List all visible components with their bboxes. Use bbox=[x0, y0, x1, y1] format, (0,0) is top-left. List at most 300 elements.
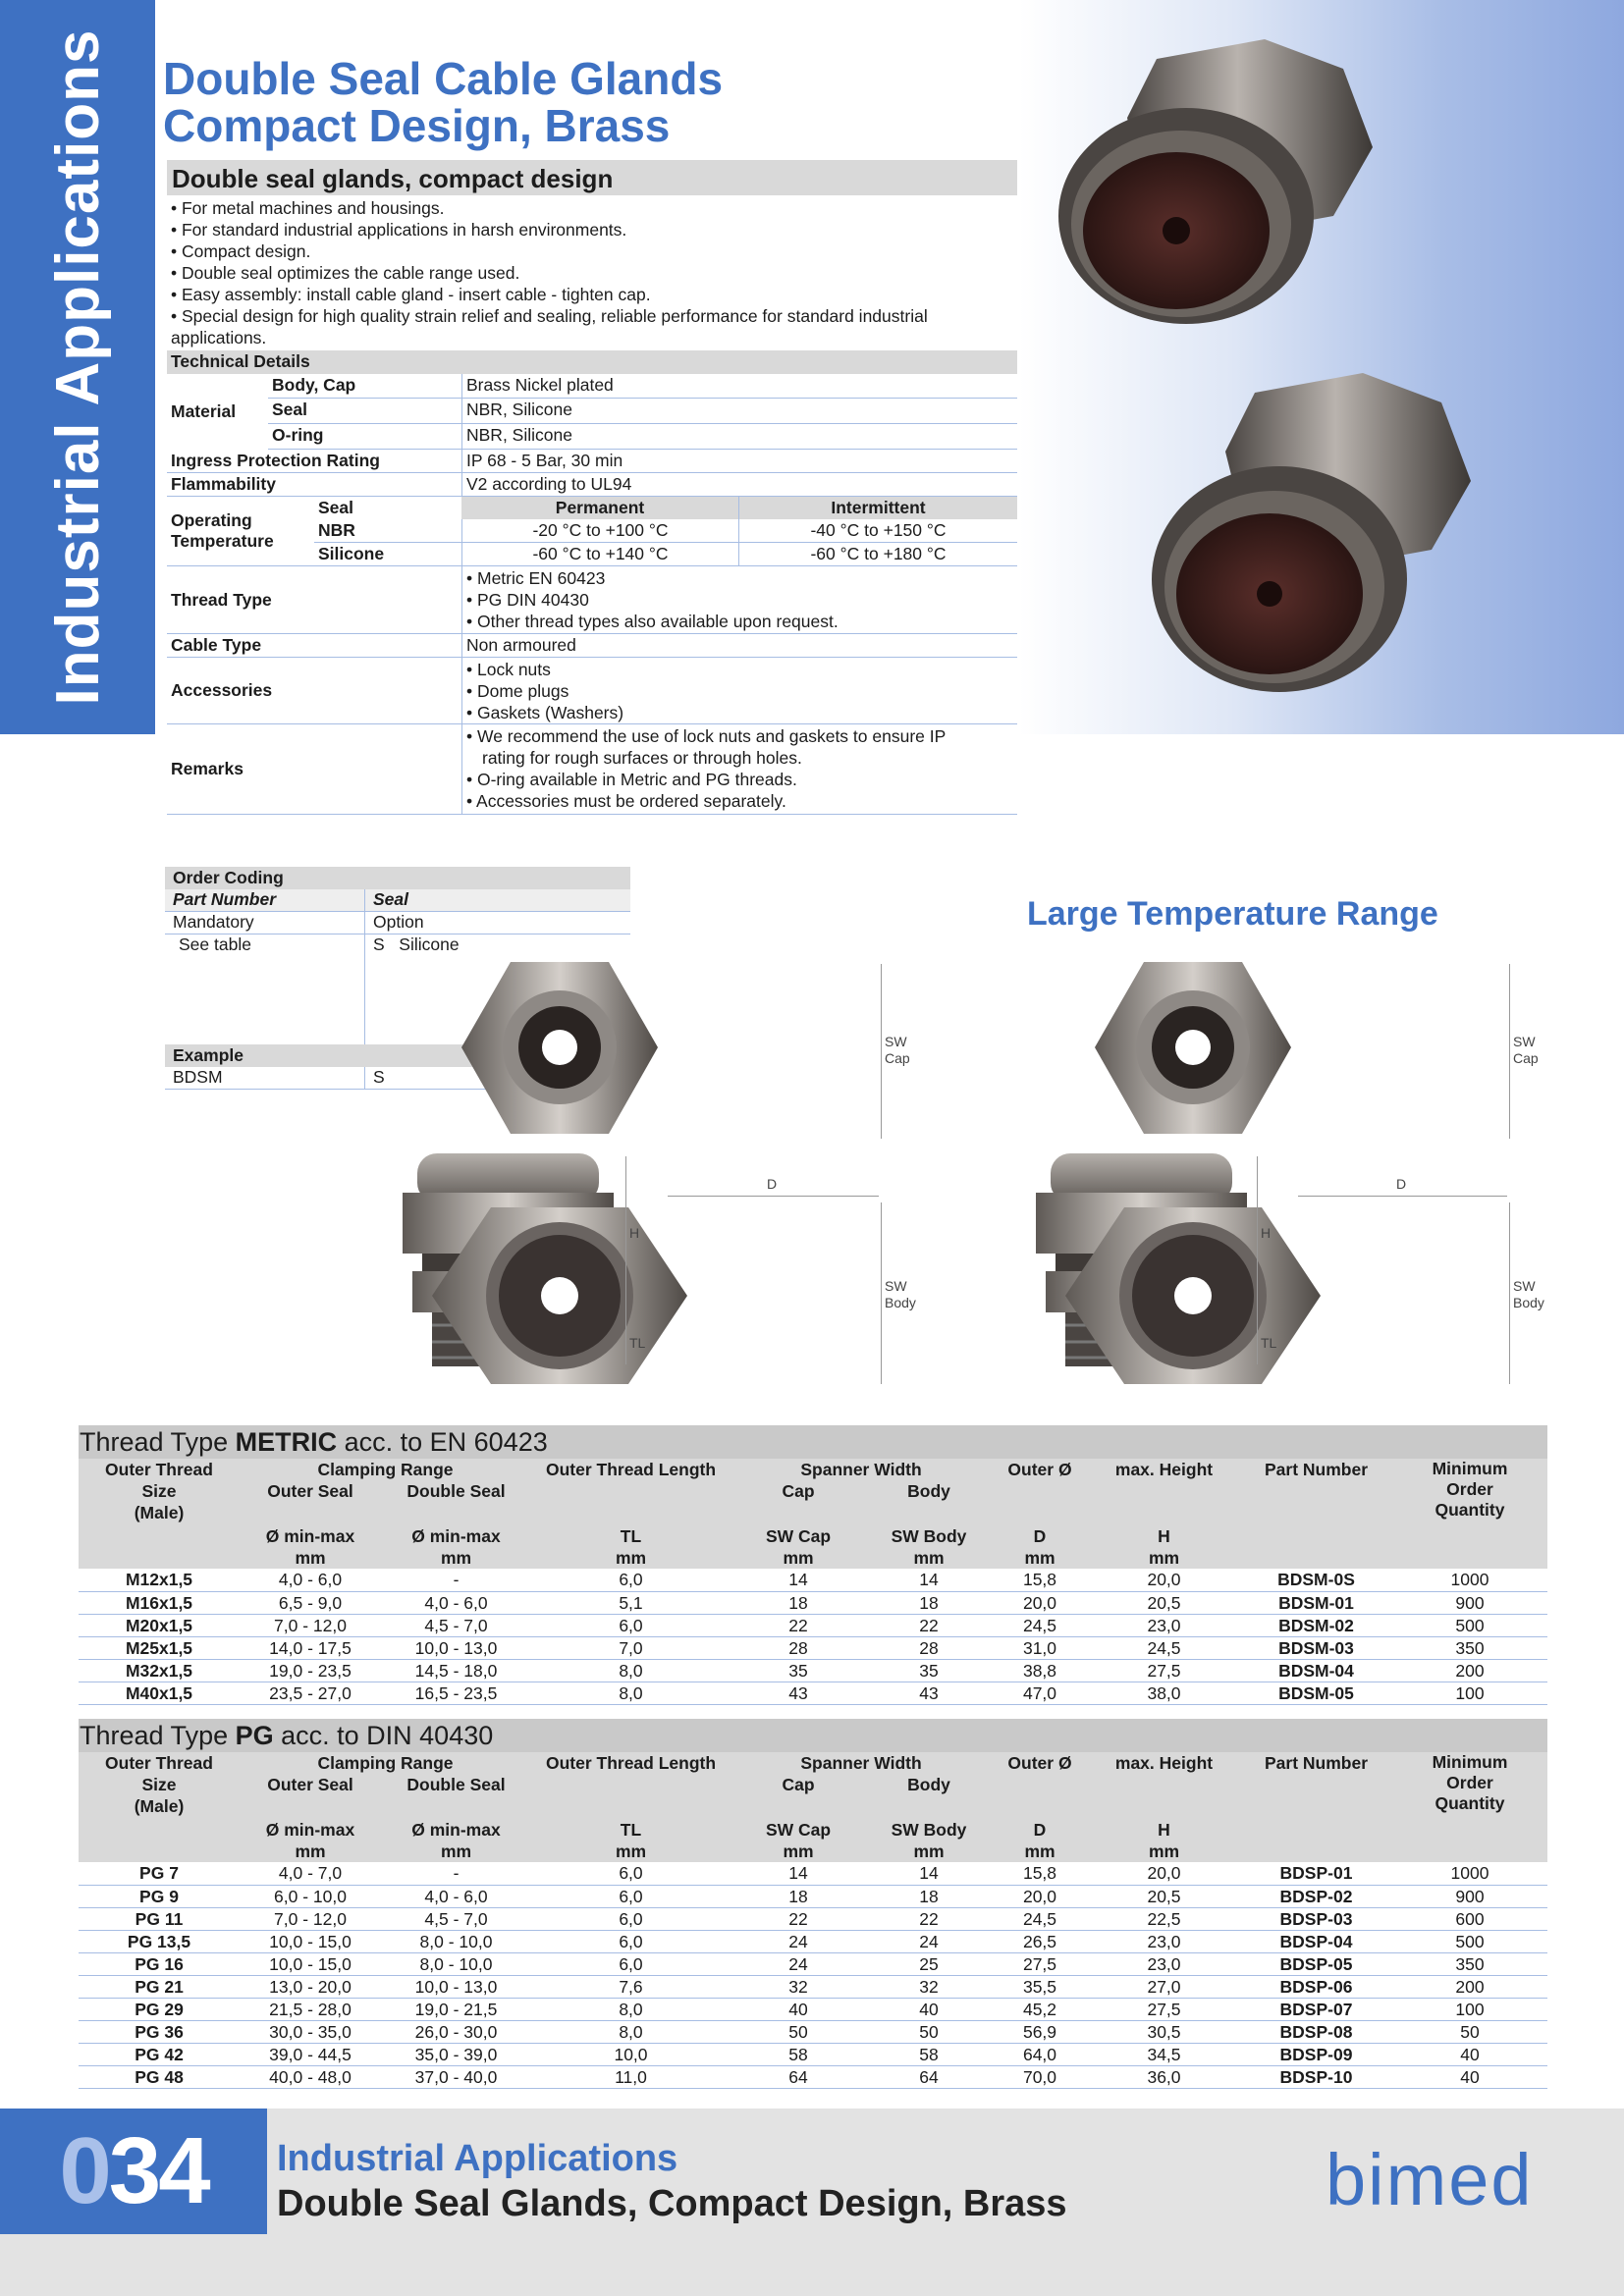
table-cell: 18 bbox=[731, 1591, 866, 1614]
material-label: Material bbox=[171, 401, 237, 421]
table-cell: PG 42 bbox=[79, 2043, 240, 2065]
table-cell: 38,0 bbox=[1088, 1682, 1240, 1704]
table-cell: 18 bbox=[731, 1885, 866, 1907]
table-cell: BDSP-03 bbox=[1240, 1907, 1392, 1930]
example-seal: S bbox=[364, 1067, 393, 1089]
table-cell: 22 bbox=[731, 1907, 866, 1930]
table-cell: 30,5 bbox=[1088, 2020, 1240, 2043]
table-cell: 900 bbox=[1392, 1591, 1547, 1614]
table-row bbox=[79, 2043, 1547, 2065]
table-cell: 7,0 - 12,0 bbox=[240, 1907, 381, 1930]
cable-type-value: Non armoured bbox=[461, 634, 580, 657]
table-row bbox=[79, 1930, 1547, 1952]
table-cell: 43 bbox=[731, 1682, 866, 1704]
table-cell: 26,0 - 30,0 bbox=[381, 2020, 531, 2043]
body-label: Body bbox=[1513, 1295, 1544, 1310]
table-cell: 15,8 bbox=[992, 1862, 1088, 1885]
outer-thread-header: Outer Thread Size (Male) bbox=[79, 1459, 240, 1569]
table-cell: 40 bbox=[866, 1998, 992, 2020]
table-cell: 19,0 - 23,5 bbox=[240, 1659, 381, 1682]
table-cell: PG 9 bbox=[79, 1885, 240, 1907]
table-cell: 4,0 - 7,0 bbox=[240, 1862, 381, 1885]
table-cell: 64 bbox=[731, 2065, 866, 2088]
unit-header: Ø min-max mm bbox=[240, 1525, 381, 1569]
page-title bbox=[163, 55, 723, 149]
table-cell: 24,5 bbox=[1088, 1636, 1240, 1659]
pg-table bbox=[79, 1752, 1547, 2089]
table-cell: 100 bbox=[1392, 1998, 1547, 2020]
sw-label: SW bbox=[885, 1278, 907, 1294]
unit-header: H mm bbox=[1088, 1525, 1240, 1569]
table-row bbox=[79, 1636, 1547, 1659]
temperature-row bbox=[167, 497, 1017, 566]
order-coding-heading: Order Coding bbox=[165, 867, 630, 889]
spanner-header: Spanner Width bbox=[731, 1752, 992, 1774]
title-line-2: Compact Design, Brass bbox=[163, 100, 671, 151]
table-cell: 900 bbox=[1392, 1885, 1547, 1907]
cap-header: Cap bbox=[731, 1480, 866, 1525]
table-cell: 22 bbox=[866, 1907, 992, 1930]
table-cell: 8,0 bbox=[531, 2020, 731, 2043]
table-cell: 34,5 bbox=[1088, 2043, 1240, 2065]
h-label: H bbox=[629, 1225, 640, 1241]
silicone-label: Silicone bbox=[318, 544, 385, 563]
table-cell: - bbox=[381, 1862, 531, 1885]
clamping-header: Clamping Range bbox=[240, 1752, 531, 1774]
bullet: • Double seal optimizes the cable range used. bbox=[171, 263, 520, 283]
mandatory-label: Mandatory bbox=[173, 912, 254, 932]
table-cell: 11,0 bbox=[531, 2065, 731, 2088]
table-cell: 36,0 bbox=[1088, 2065, 1240, 2088]
material-row bbox=[167, 374, 1017, 450]
table-cell: 58 bbox=[731, 2043, 866, 2065]
table-cell: BDSP-08 bbox=[1240, 2020, 1392, 2043]
max-height-header: max. Height bbox=[1088, 1752, 1240, 1819]
body-cap-value: Brass Nickel plated bbox=[461, 374, 618, 398]
bullet: • Special design for high quality strain relief and sealing, reliable performance for standard industrial applications. bbox=[171, 306, 928, 347]
table-cell: 20,5 bbox=[1088, 1591, 1240, 1614]
table-cell: 24 bbox=[866, 1930, 992, 1952]
table-cell: 14 bbox=[731, 1862, 866, 1885]
table-cell: 10,0 - 15,0 bbox=[240, 1952, 381, 1975]
metric-table bbox=[79, 1459, 1547, 1705]
table-header-row bbox=[79, 1752, 1547, 1774]
outer-seal-header: Outer Seal bbox=[240, 1480, 381, 1525]
unit-header: SW Cap mm bbox=[731, 1819, 866, 1862]
table-cell: 5,1 bbox=[531, 1591, 731, 1614]
silicone-intermittent: -60 °C to +180 °C bbox=[738, 543, 1017, 565]
table-cell: 28 bbox=[731, 1636, 866, 1659]
table-cell: PG 7 bbox=[79, 1862, 240, 1885]
moq-header: Minimum Order Quantity bbox=[1392, 1459, 1547, 1569]
table-cell: 18 bbox=[866, 1885, 992, 1907]
nbr-permanent: -20 °C to +100 °C bbox=[461, 519, 738, 542]
table-cell: 50 bbox=[731, 2020, 866, 2043]
unit-header: SW Body mm bbox=[866, 1525, 992, 1569]
thread-line: • Other thread types also available upon request. bbox=[466, 612, 839, 631]
pg-table-title: Thread Type PG acc. to DIN 40430 bbox=[79, 1719, 1547, 1752]
table-cell: 70,0 bbox=[992, 2065, 1088, 2088]
double-seal-header: Double Seal bbox=[381, 1774, 531, 1819]
cap-label: Cap bbox=[1513, 1050, 1539, 1066]
table-cell: M16x1,5 bbox=[79, 1591, 240, 1614]
table-cell: 8,0 bbox=[531, 1998, 731, 2020]
feature-bullets bbox=[167, 195, 1017, 350]
table-row bbox=[79, 1907, 1547, 1930]
table-cell: 56,9 bbox=[992, 2020, 1088, 2043]
hero-image bbox=[1019, 0, 1624, 734]
table-cell: 6,0 bbox=[531, 1885, 731, 1907]
outer-seal-header: Outer Seal bbox=[240, 1774, 381, 1819]
table-cell: BDSP-04 bbox=[1240, 1930, 1392, 1952]
sw-label: SW bbox=[1513, 1278, 1536, 1294]
table-cell: BDSP-02 bbox=[1240, 1885, 1392, 1907]
table-cell: 27,5 bbox=[1088, 1659, 1240, 1682]
product-drawings-left bbox=[398, 957, 908, 1389]
table-cell: 20,0 bbox=[992, 1591, 1088, 1614]
cap-header: Cap bbox=[731, 1774, 866, 1819]
table-cell: 21,5 - 28,0 bbox=[240, 1998, 381, 2020]
table-row bbox=[79, 1952, 1547, 1975]
bullet: • For metal machines and housings. bbox=[171, 198, 445, 218]
table-cell: 35,5 bbox=[992, 1975, 1088, 1998]
unit-header: SW Body mm bbox=[866, 1819, 992, 1862]
table-cell: 24 bbox=[731, 1952, 866, 1975]
table-cell: 6,0 bbox=[531, 1614, 731, 1636]
unit-header: TL mm bbox=[531, 1819, 731, 1862]
table-cell: 6,0 bbox=[531, 1907, 731, 1930]
table-cell: 27,0 bbox=[1088, 1975, 1240, 1998]
sw-label: SW bbox=[1513, 1034, 1536, 1049]
table-row bbox=[79, 1614, 1547, 1636]
table-cell: 22 bbox=[866, 1614, 992, 1636]
table-cell: PG 21 bbox=[79, 1975, 240, 1998]
table-cell: 23,0 bbox=[1088, 1614, 1240, 1636]
table-cell: 43 bbox=[866, 1682, 992, 1704]
table-cell: 24,5 bbox=[992, 1614, 1088, 1636]
table-cell: 4,0 - 6,0 bbox=[240, 1569, 381, 1591]
table-cell: 40,0 - 48,0 bbox=[240, 2065, 381, 2088]
table-cell: 20,0 bbox=[1088, 1569, 1240, 1591]
table-cell: 39,0 - 44,5 bbox=[240, 2043, 381, 2065]
table-row bbox=[79, 1569, 1547, 1591]
table-cell: 1000 bbox=[1392, 1862, 1547, 1885]
intermittent-header: Intermittent bbox=[738, 497, 1017, 519]
ingress-label: Ingress Protection Rating bbox=[171, 451, 380, 470]
product-drawings-right bbox=[1031, 957, 1542, 1389]
body-label: Body bbox=[885, 1295, 916, 1310]
table-cell: 7,6 bbox=[531, 1975, 731, 1998]
body-header: Body bbox=[866, 1774, 992, 1819]
table-cell: 27,5 bbox=[1088, 1998, 1240, 2020]
table-cell: 8,0 - 10,0 bbox=[381, 1930, 531, 1952]
body-cap-label: Body, Cap bbox=[272, 375, 356, 395]
h-label: H bbox=[1261, 1225, 1272, 1241]
table-cell: M40x1,5 bbox=[79, 1682, 240, 1704]
unit-header: H mm bbox=[1088, 1819, 1240, 1862]
table-cell: 14 bbox=[866, 1569, 992, 1591]
bullet: • For standard industrial applications in harsh environments. bbox=[171, 220, 627, 240]
table-cell: M12x1,5 bbox=[79, 1569, 240, 1591]
table-cell: 20,5 bbox=[1088, 1885, 1240, 1907]
example-part: BDSM bbox=[173, 1067, 223, 1087]
double-seal-header: Double Seal bbox=[381, 1480, 531, 1525]
table-row bbox=[79, 1885, 1547, 1907]
table-cell: 8,0 bbox=[531, 1659, 731, 1682]
table-cell: 32 bbox=[866, 1975, 992, 1998]
side-band bbox=[0, 0, 155, 734]
tech-details-heading: Technical Details bbox=[167, 350, 1017, 374]
table-cell: 23,5 - 27,0 bbox=[240, 1682, 381, 1704]
table-cell: 200 bbox=[1392, 1659, 1547, 1682]
table-cell: BDSP-05 bbox=[1240, 1952, 1392, 1975]
tl-label: TL bbox=[1261, 1335, 1277, 1351]
table-cell: 22,5 bbox=[1088, 1907, 1240, 1930]
bullet: • Easy assembly: install cable gland - insert cable - tighten cap. bbox=[171, 285, 651, 304]
seal-label: Seal bbox=[272, 400, 307, 419]
unit-header: D mm bbox=[992, 1525, 1088, 1569]
sidebar-label: Industrial Applications bbox=[43, 28, 112, 706]
part-number-header: Part Number bbox=[1240, 1459, 1392, 1569]
table-cell: 28 bbox=[866, 1636, 992, 1659]
body-header: Body bbox=[866, 1480, 992, 1525]
product-photo bbox=[1019, 0, 1624, 734]
unit-header: TL mm bbox=[531, 1525, 731, 1569]
accessory-line: • Dome plugs bbox=[466, 681, 569, 701]
outer-d-header: Outer Ø bbox=[992, 1752, 1088, 1819]
table-cell: 6,0 - 10,0 bbox=[240, 1885, 381, 1907]
table-cell: 50 bbox=[1392, 2020, 1547, 2043]
part-number-header: Part Number bbox=[173, 889, 277, 909]
table-cell: 6,5 - 9,0 bbox=[240, 1591, 381, 1614]
table-cell: 26,5 bbox=[992, 1930, 1088, 1952]
table-cell: BDSP-06 bbox=[1240, 1975, 1392, 1998]
table-cell: 40 bbox=[731, 1998, 866, 2020]
title-line-1: Double Seal Cable Glands bbox=[163, 53, 724, 104]
permanent-header: Permanent bbox=[461, 497, 738, 519]
tl-label: TL bbox=[629, 1335, 646, 1351]
table-cell: 6,0 bbox=[531, 1862, 731, 1885]
table-cell: PG 16 bbox=[79, 1952, 240, 1975]
table-cell: 15,8 bbox=[992, 1569, 1088, 1591]
table-cell: 10,0 - 13,0 bbox=[381, 1975, 531, 1998]
d-label: D bbox=[1396, 1176, 1407, 1192]
table-cell: BDSM-04 bbox=[1240, 1659, 1392, 1682]
nbr-label: NBR bbox=[318, 520, 355, 540]
table-cell: 14 bbox=[866, 1862, 992, 1885]
table-cell: M32x1,5 bbox=[79, 1659, 240, 1682]
table-cell: 24 bbox=[731, 1930, 866, 1952]
remarks-label: Remarks bbox=[171, 759, 244, 778]
sw-label: SW bbox=[885, 1034, 907, 1049]
table-cell: PG 48 bbox=[79, 2065, 240, 2088]
table-cell: 10,0 - 13,0 bbox=[381, 1636, 531, 1659]
table-cell: 500 bbox=[1392, 1930, 1547, 1952]
otl-header: Outer Thread Length bbox=[531, 1752, 731, 1819]
nbr-intermittent: -40 °C to +150 °C bbox=[738, 519, 1017, 542]
seal-code-name: Silicone bbox=[399, 934, 460, 954]
table-cell: 38,8 bbox=[992, 1659, 1088, 1682]
see-table-label: See table bbox=[179, 934, 251, 954]
table-cell: 27,5 bbox=[992, 1952, 1088, 1975]
example-heading: Example bbox=[165, 1044, 630, 1067]
moq-header: Minimum Order Quantity bbox=[1392, 1752, 1547, 1862]
table-cell: 4,0 - 6,0 bbox=[381, 1591, 531, 1614]
seal-header: Seal bbox=[364, 889, 416, 911]
accessories-label: Accessories bbox=[171, 680, 273, 700]
table-cell: 4,0 - 6,0 bbox=[381, 1885, 531, 1907]
table-cell: 500 bbox=[1392, 1614, 1547, 1636]
table-cell: 350 bbox=[1392, 1952, 1547, 1975]
table-cell: 23,0 bbox=[1088, 1930, 1240, 1952]
thread-line: • PG DIN 40430 bbox=[466, 590, 589, 610]
table-cell: 10,0 bbox=[531, 2043, 731, 2065]
table-cell: BDSP-09 bbox=[1240, 2043, 1392, 2065]
table-cell: 14,5 - 18,0 bbox=[381, 1659, 531, 1682]
thread-type-label: Thread Type bbox=[171, 589, 272, 610]
table-cell: M20x1,5 bbox=[79, 1614, 240, 1636]
table-cell: BDSM-0S bbox=[1240, 1569, 1392, 1591]
table-cell: 35,0 - 39,0 bbox=[381, 2043, 531, 2065]
unit-header: Ø min-max mm bbox=[240, 1819, 381, 1862]
table-cell: 25 bbox=[866, 1952, 992, 1975]
flammability-label: Flammability bbox=[171, 474, 276, 494]
table-cell: 40 bbox=[1392, 2065, 1547, 2088]
temp-label-2: Temperature bbox=[171, 531, 274, 551]
table-cell: 37,0 - 40,0 bbox=[381, 2065, 531, 2088]
table-row bbox=[79, 2065, 1547, 2088]
table-cell: 24,5 bbox=[992, 1907, 1088, 1930]
bullet: • Compact design. bbox=[171, 241, 311, 261]
table-cell: 20,0 bbox=[992, 1885, 1088, 1907]
metric-table-title: Thread Type METRIC acc. to EN 60423 bbox=[79, 1425, 1547, 1459]
table-row bbox=[79, 2020, 1547, 2043]
table-cell: 14 bbox=[731, 1569, 866, 1591]
table-cell: BDSM-03 bbox=[1240, 1636, 1392, 1659]
unit-header: D mm bbox=[992, 1819, 1088, 1862]
unit-header: SW Cap mm bbox=[731, 1525, 866, 1569]
cap-label: Cap bbox=[885, 1050, 910, 1066]
table-cell: PG 29 bbox=[79, 1998, 240, 2020]
table-cell: BDSP-10 bbox=[1240, 2065, 1392, 2088]
cable-type-label: Cable Type bbox=[171, 635, 262, 655]
table-cell: 64 bbox=[866, 2065, 992, 2088]
seal-code: S bbox=[373, 934, 385, 954]
unit-header: Ø min-max mm bbox=[381, 1525, 531, 1569]
temp-seal-header: Seal bbox=[318, 498, 353, 517]
table-cell: - bbox=[381, 1569, 531, 1591]
remark-line: • We recommend the use of lock nuts and gaskets to ensure IP bbox=[466, 726, 947, 746]
table-cell: 35 bbox=[866, 1659, 992, 1682]
oring-label: O-ring bbox=[272, 425, 324, 445]
table-row bbox=[79, 1998, 1547, 2020]
table-cell: 45,2 bbox=[992, 1998, 1088, 2020]
table-cell: 14,0 - 17,5 bbox=[240, 1636, 381, 1659]
spec-table bbox=[167, 160, 1017, 815]
table-cell: BDSM-01 bbox=[1240, 1591, 1392, 1614]
table-cell: 31,0 bbox=[992, 1636, 1088, 1659]
accessory-line: • Lock nuts bbox=[466, 660, 551, 679]
table-cell: 30,0 - 35,0 bbox=[240, 2020, 381, 2043]
table-cell: 40 bbox=[1392, 2043, 1547, 2065]
table-row bbox=[79, 1862, 1547, 1885]
footer-category: Industrial Applications bbox=[277, 2138, 678, 2179]
table-cell: 18 bbox=[866, 1591, 992, 1614]
table-cell: 100 bbox=[1392, 1682, 1547, 1704]
table-cell: 8,0 - 10,0 bbox=[381, 1952, 531, 1975]
unit-header: Ø min-max mm bbox=[381, 1819, 531, 1862]
clamping-header: Clamping Range bbox=[240, 1459, 531, 1480]
table-cell: 6,0 bbox=[531, 1952, 731, 1975]
flammability-value: V2 according to UL94 bbox=[461, 473, 635, 496]
otl-header: Outer Thread Length bbox=[531, 1459, 731, 1525]
table-cell: PG 36 bbox=[79, 2020, 240, 2043]
remark-line: rating for rough surfaces or through holes. bbox=[482, 748, 802, 768]
silicone-permanent: -60 °C to +140 °C bbox=[461, 543, 738, 565]
part-number-header: Part Number bbox=[1240, 1752, 1392, 1862]
accessory-line: • Gaskets (Washers) bbox=[466, 703, 624, 722]
table-cell: 32 bbox=[731, 1975, 866, 1998]
table-cell: 7,0 bbox=[531, 1636, 731, 1659]
footer-product: Double Seal Glands, Compact Design, Brass bbox=[277, 2183, 1067, 2224]
table-cell: 6,0 bbox=[531, 1569, 731, 1591]
table-cell: 16,5 - 23,5 bbox=[381, 1682, 531, 1704]
table-cell: 64,0 bbox=[992, 2043, 1088, 2065]
thread-line: • Metric EN 60423 bbox=[466, 568, 606, 588]
table-cell: 23,0 bbox=[1088, 1952, 1240, 1975]
table-row bbox=[79, 1659, 1547, 1682]
page-number: 0 34 bbox=[0, 2109, 267, 2234]
spanner-header: Spanner Width bbox=[731, 1459, 992, 1480]
outer-thread-header: Outer Thread Size (Male) bbox=[79, 1752, 240, 1862]
table-cell: 50 bbox=[866, 2020, 992, 2043]
table-cell: BDSM-05 bbox=[1240, 1682, 1392, 1704]
table-cell: 8,0 bbox=[531, 1682, 731, 1704]
d-label: D bbox=[767, 1176, 778, 1192]
ingress-value: IP 68 - 5 Bar, 30 min bbox=[461, 450, 626, 472]
max-height-header: max. Height bbox=[1088, 1459, 1240, 1525]
table-cell: 4,5 - 7,0 bbox=[381, 1614, 531, 1636]
temperature-range-subtitle: Large Temperature Range bbox=[1027, 895, 1438, 933]
table-row bbox=[79, 1975, 1547, 1998]
option-label: Option bbox=[364, 912, 432, 934]
table-cell: BDSP-07 bbox=[1240, 1998, 1392, 2020]
table-cell: 1000 bbox=[1392, 1569, 1547, 1591]
table-cell: 35 bbox=[731, 1659, 866, 1682]
table-cell: 20,0 bbox=[1088, 1862, 1240, 1885]
table-cell: 350 bbox=[1392, 1636, 1547, 1659]
table-cell: 600 bbox=[1392, 1907, 1547, 1930]
table-cell: 7,0 - 12,0 bbox=[240, 1614, 381, 1636]
spec-heading: Double seal glands, compact design bbox=[167, 160, 1017, 195]
table-cell: 6,0 bbox=[531, 1930, 731, 1952]
table-cell: 4,5 - 7,0 bbox=[381, 1907, 531, 1930]
table-row bbox=[79, 1682, 1547, 1704]
table-cell: PG 11 bbox=[79, 1907, 240, 1930]
table-cell: M25x1,5 bbox=[79, 1636, 240, 1659]
table-row bbox=[79, 1591, 1547, 1614]
table-cell: 200 bbox=[1392, 1975, 1547, 1998]
seal-value: NBR, Silicone bbox=[461, 399, 576, 423]
temp-label-1: Operating bbox=[171, 510, 252, 530]
table-cell: 19,0 - 21,5 bbox=[381, 1998, 531, 2020]
table-cell: 22 bbox=[731, 1614, 866, 1636]
oring-value: NBR, Silicone bbox=[461, 424, 576, 449]
table-cell: 13,0 - 20,0 bbox=[240, 1975, 381, 1998]
outer-d-header: Outer Ø bbox=[992, 1459, 1088, 1525]
table-cell: BDSP-01 bbox=[1240, 1862, 1392, 1885]
table-cell: 10,0 - 15,0 bbox=[240, 1930, 381, 1952]
